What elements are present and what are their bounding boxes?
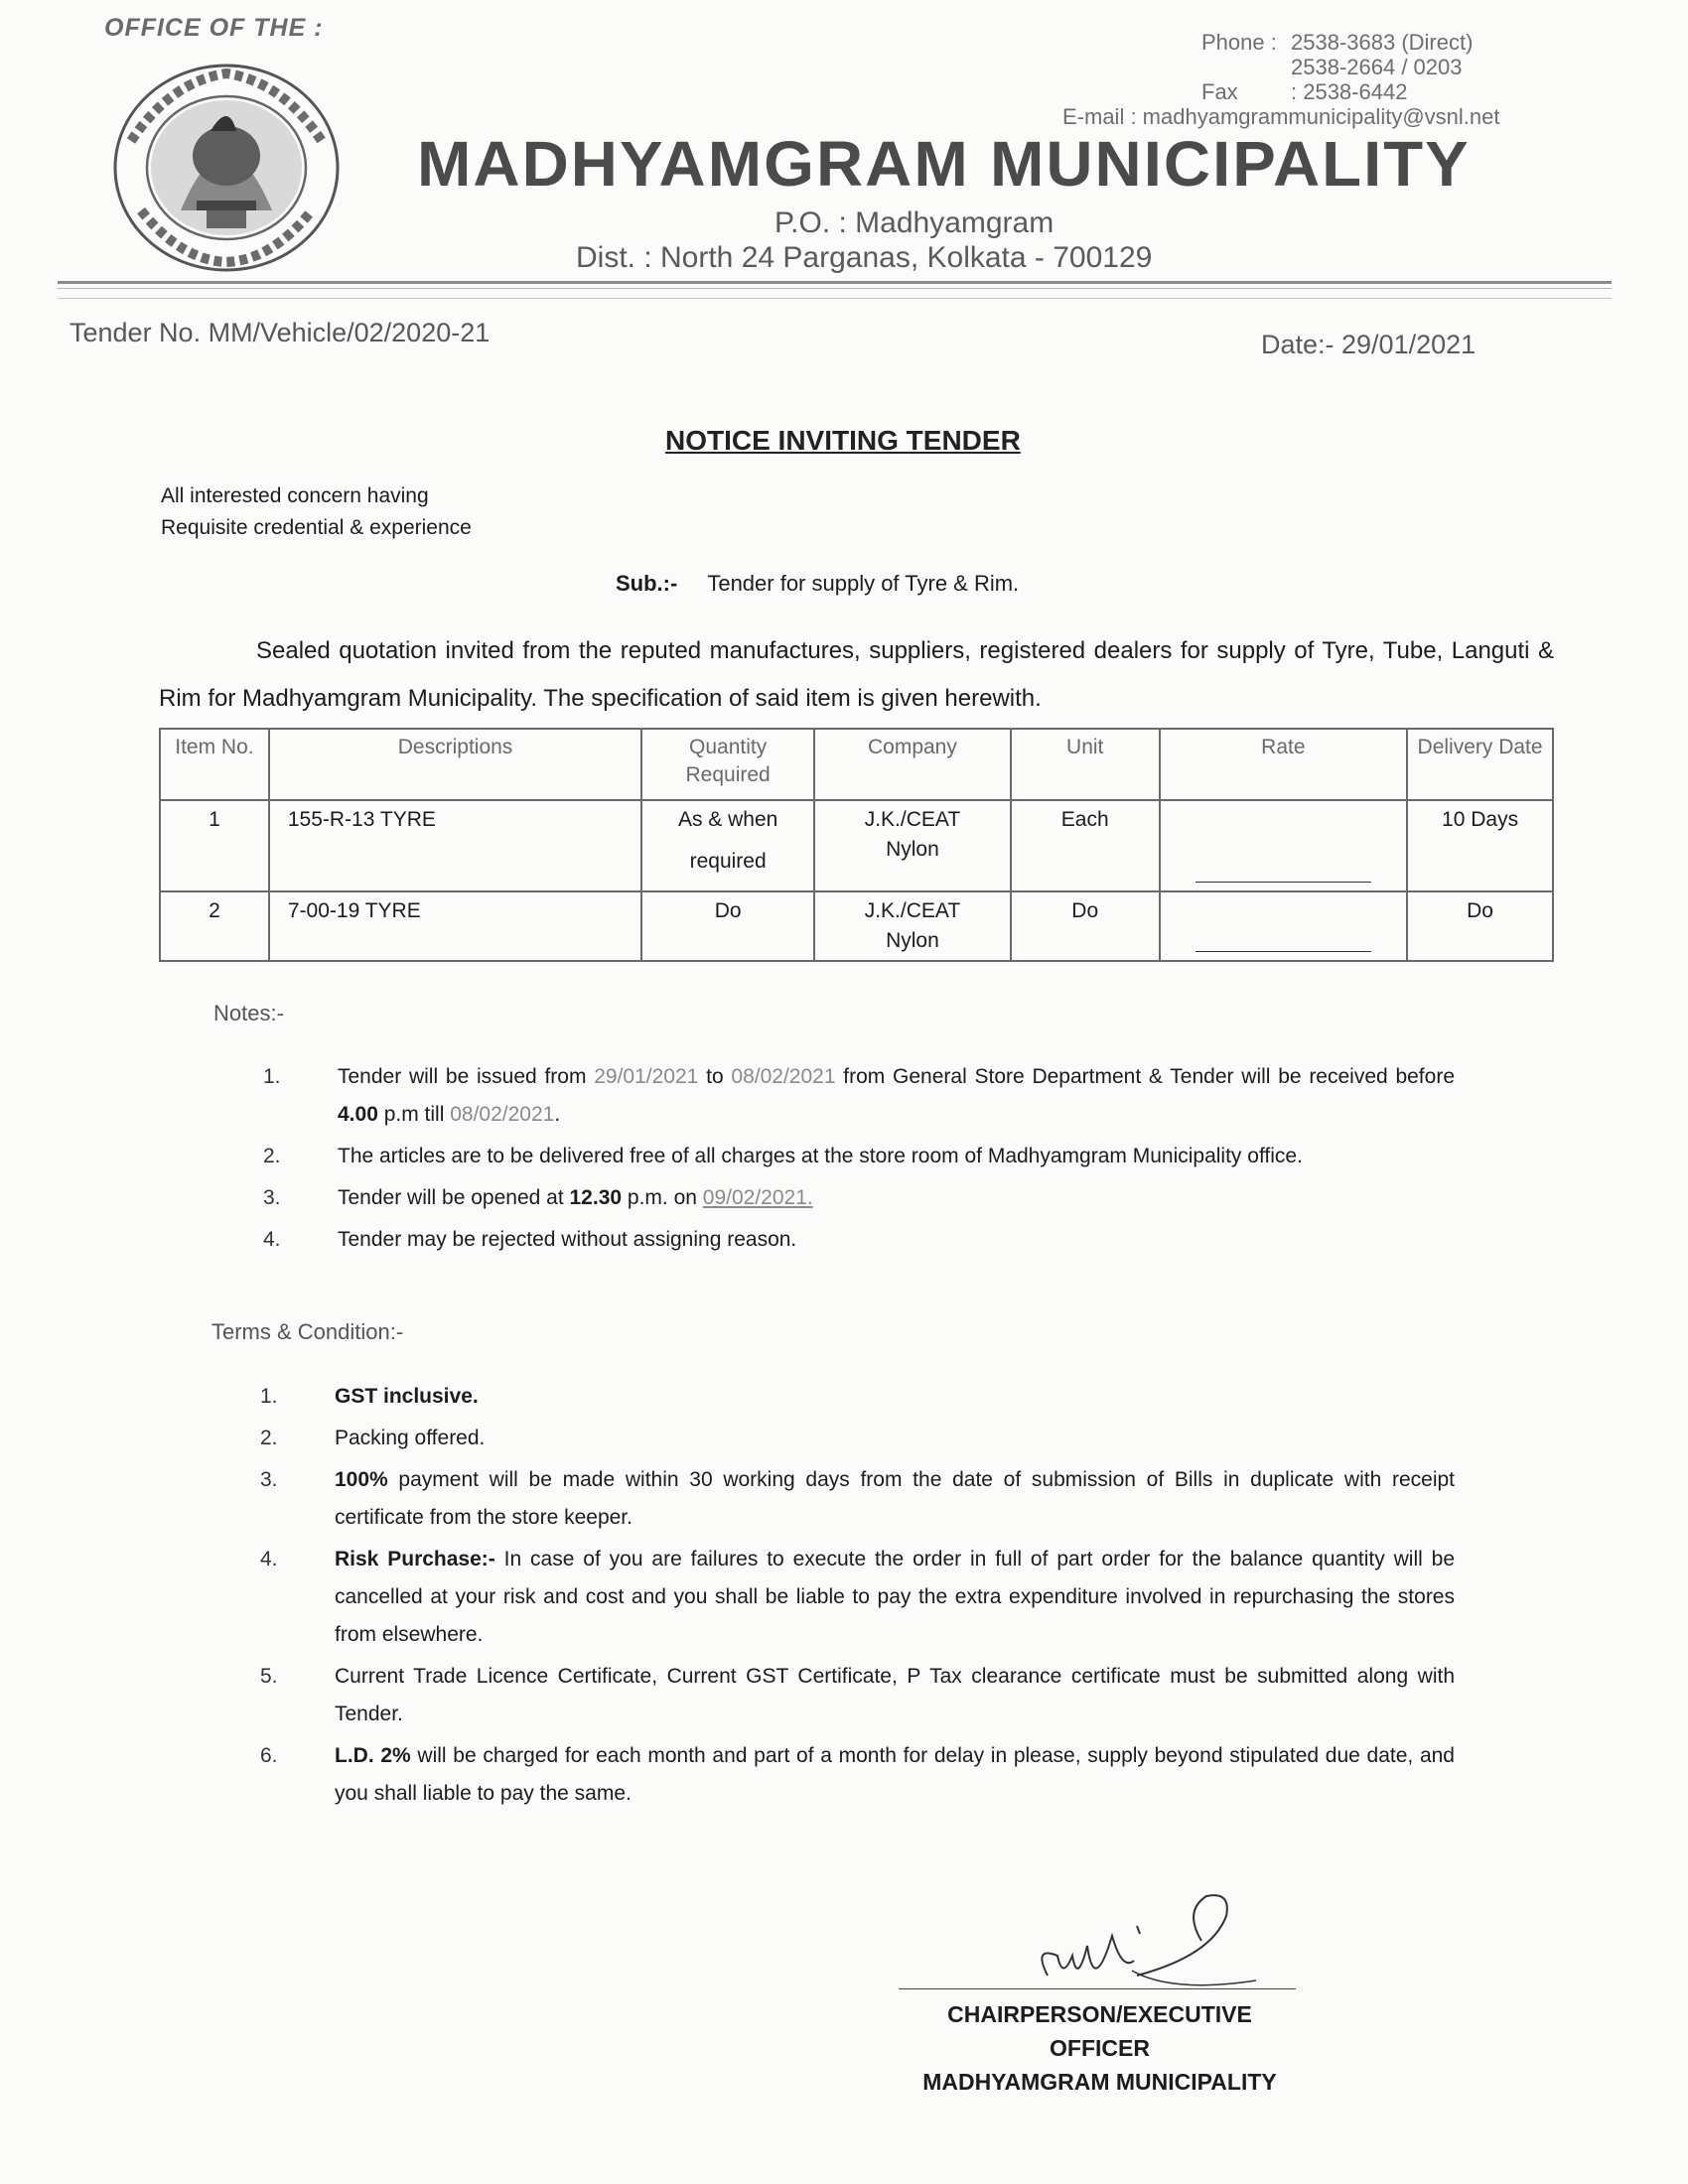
district-address: Dist. : North 24 Parganas, Kolkata - 700129 bbox=[576, 241, 1153, 274]
intro-line-2: Requisite credential & experience bbox=[161, 516, 472, 539]
post-office: P.O. : Madhyamgram bbox=[774, 206, 1055, 239]
quantity-line-1: As & when bbox=[677, 808, 778, 831]
quantity-line-1: Do bbox=[714, 899, 742, 922]
cell-rate[interactable] bbox=[1160, 891, 1408, 961]
fax-value: : 2538-6442 bbox=[1291, 79, 1408, 104]
list-item: 1. Tender will be issued from 29/01/2021 to 08/02/2021 from General Store Department & Tender will be received before 4.00 p.m till 08/02/2021. bbox=[263, 1058, 1455, 1134]
cell-quantity bbox=[641, 800, 814, 891]
table-row bbox=[160, 891, 1553, 961]
quantity-line-2: required bbox=[689, 850, 767, 873]
header-quantity: Quantity Required bbox=[641, 729, 814, 800]
company-line-2: Nylon bbox=[886, 838, 939, 861]
municipality-title: MADHYAMGRAM MUNICIPALITY bbox=[417, 128, 1471, 200]
tender-number: Tender No. MM/Vehicle/02/2020-21 bbox=[70, 318, 491, 347]
header-unit: Unit bbox=[1011, 729, 1160, 800]
list-number: 5. bbox=[260, 1665, 278, 1688]
list-number: 4. bbox=[263, 1228, 281, 1251]
signatory-block bbox=[899, 1997, 1301, 2099]
list-number: 2. bbox=[260, 1427, 278, 1449]
list-item: 6. L.D. 2% will be charged for each month and part of a month for delay in please, supply beyond stipulated due date, and you shall liable to pay the same. bbox=[260, 1737, 1455, 1813]
table-header-row bbox=[160, 729, 1553, 800]
header-divider bbox=[58, 281, 1612, 284]
terms-heading: Terms & Condition:- bbox=[211, 1319, 404, 1344]
list-item: 2. Packing offered. bbox=[260, 1420, 1455, 1457]
list-item: 4. Risk Purchase:- In case of you are failures to execute the order in full of part order for the balance quantity will be cancelled at your risk and cost and you shall be liable to pay the extra expenditure involved in repurchasing the stores from elsewhere. bbox=[260, 1541, 1455, 1654]
cell-unit: Do bbox=[1011, 891, 1160, 961]
list-number: 1. bbox=[263, 1065, 281, 1088]
signature-line bbox=[899, 1988, 1296, 1989]
notes-heading: Notes:- bbox=[213, 1001, 284, 1025]
signatory-title: CHAIRPERSON/EXECUTIVE OFFICER bbox=[947, 2001, 1252, 2061]
list-item: 4. Tender may be rejected without assigning reason. bbox=[263, 1221, 1455, 1259]
cell-item-no: 2 bbox=[160, 891, 269, 961]
header-delivery: Delivery Date bbox=[1407, 729, 1553, 800]
cell-delivery: Do bbox=[1407, 891, 1553, 961]
list-item: 3. Tender will be opened at 12.30 p.m. on 09/02/2021. bbox=[263, 1179, 1455, 1217]
issue-end-date: 08/02/2021 bbox=[731, 1065, 836, 1088]
contact-block bbox=[1062, 30, 1500, 129]
receipt-deadline-date: 08/02/2021 bbox=[450, 1103, 555, 1126]
fax-label: Fax bbox=[1201, 79, 1238, 104]
company-line-2: Nylon bbox=[886, 929, 939, 952]
document-date: Date:- 29/01/2021 bbox=[1261, 330, 1477, 359]
rate-blank-line bbox=[1196, 882, 1372, 883]
opening-date: 09/02/2021. bbox=[702, 1186, 813, 1209]
list-number: 1. bbox=[260, 1385, 278, 1408]
list-number: 4. bbox=[260, 1548, 278, 1570]
header-descriptions: Descriptions bbox=[269, 729, 641, 800]
terms-list bbox=[260, 1378, 1455, 1817]
issue-start-date: 29/01/2021 bbox=[594, 1065, 699, 1088]
cell-delivery: 10 Days bbox=[1407, 800, 1553, 891]
cell-unit: Each bbox=[1011, 800, 1160, 891]
list-number: 3. bbox=[260, 1468, 278, 1491]
specification-table bbox=[159, 728, 1554, 962]
cell-description: 155-R-13 TYRE bbox=[269, 800, 641, 891]
subject-label: Sub.:- bbox=[616, 571, 678, 596]
cell-company bbox=[814, 891, 1011, 961]
header-divider-thin bbox=[58, 288, 1612, 289]
cell-quantity bbox=[641, 891, 814, 961]
municipality-seal-icon bbox=[111, 62, 342, 274]
cell-item-no: 1 bbox=[160, 800, 269, 891]
notice-paragraph: Sealed quotation invited from the reputed manufactures, suppliers, registered dealers for supply of Tyre, Tube, Languti & Rim for Madhyamgram Municipality. The specification of said item is given herewith. bbox=[159, 637, 1554, 712]
intro-line-1: All interested concern having bbox=[161, 484, 429, 507]
rate-blank-line bbox=[1196, 951, 1372, 952]
list-number: 3. bbox=[263, 1186, 281, 1209]
phone-direct: 2538-3683 (Direct) bbox=[1291, 30, 1474, 55]
list-number: 2. bbox=[263, 1145, 281, 1167]
subject-line bbox=[616, 571, 1019, 597]
list-item: 2. The articles are to be delivered free of all charges at the store room of Madhyamgram Municipality office. bbox=[263, 1138, 1455, 1175]
cell-company bbox=[814, 800, 1011, 891]
header-divider-thin-2 bbox=[58, 298, 1612, 299]
list-item: 3. 100% payment will be made within 30 working days from the date of submission of Bills in duplicate with receipt certificate from the store keeper. bbox=[260, 1461, 1455, 1537]
signature-icon bbox=[874, 1886, 1311, 1995]
email-line: E-mail : madhyamgrammunicipality@vsnl.net bbox=[1062, 104, 1500, 129]
list-item: 1. GST inclusive. bbox=[260, 1378, 1455, 1416]
header-item-no: Item No. bbox=[160, 729, 269, 800]
office-of-label: OFFICE OF THE : bbox=[104, 14, 324, 42]
company-line-1: J.K./CEAT bbox=[864, 899, 961, 922]
cell-rate[interactable] bbox=[1160, 800, 1408, 891]
subject-text: Tender for supply of Tyre & Rim. bbox=[707, 571, 1020, 596]
notes-list bbox=[263, 1058, 1455, 1263]
company-line-1: J.K./CEAT bbox=[864, 808, 961, 831]
notice-heading: NOTICE INVITING TENDER bbox=[665, 425, 1021, 456]
phone-label: Phone : bbox=[1201, 30, 1277, 55]
phone-other: 2538-2664 / 0203 bbox=[1291, 55, 1463, 79]
table-row bbox=[160, 800, 1553, 891]
intro-block bbox=[161, 480, 472, 544]
list-number: 6. bbox=[260, 1744, 278, 1767]
header-company: Company bbox=[814, 729, 1011, 800]
list-item: 5. Current Trade Licence Certificate, Current GST Certificate, P Tax clearance certificate must be submitted along with Tender. bbox=[260, 1658, 1455, 1733]
cell-description: 7-00-19 TYRE bbox=[269, 891, 641, 961]
header-rate: Rate bbox=[1160, 729, 1408, 800]
signatory-organization: MADHYAMGRAM MUNICIPALITY bbox=[922, 2069, 1277, 2095]
